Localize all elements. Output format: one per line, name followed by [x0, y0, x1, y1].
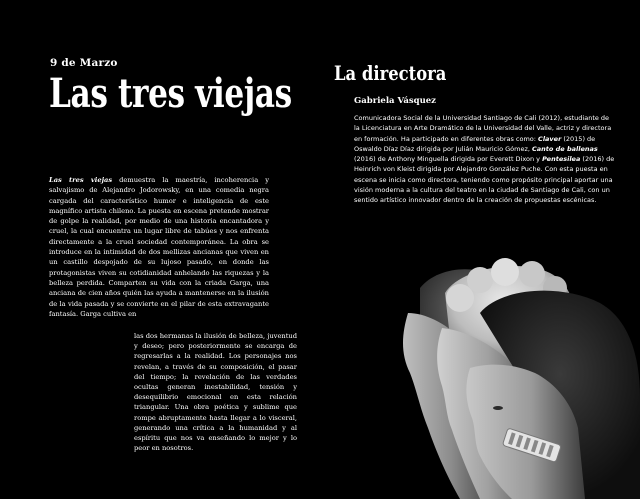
- director-section-title: La directora: [334, 61, 447, 85]
- synopsis-text-1: demuestra la maestría, incoherencia y salvajismo de Alejandro Jodorowsky, en una comedia negra cargada del característico humor e inteligencia de este magnífico artista chileno. La puesta en escena pretende mostrar de golpe la realidad, por medio de una historia encantadora y cruel, la cual encuentra un lugar libre de tabúes y nos enfrenta directamente a la cruel sociedad contemporánea. La obra se introduce en la intimidad de dos mellizas ancianas que viven en un castillo despojado de su lujoso pasado, en donde las protagonistas viven su cotidianidad anhelando las riquezas y la belleza perdida. Comparten su vida con la criada Garga, una anciana de cien años quién las ayuda a mantenerse en la ilusión de la vida pasada y se convierte en el pilar de esta extravagante fantasía. Garga cultiva en: [49, 176, 269, 318]
- three-women-profile-photo: [350, 258, 640, 499]
- bio-work-1: Claver: [538, 134, 562, 143]
- director-bio: [354, 113, 616, 206]
- bio-work-2: Canto de ballenas: [532, 144, 598, 153]
- synopsis-paragraph-2: las dos hermanas la ilusión de belleza, juventud y deseo; pero posteriormente se encarga de regresarlas a la realidad. Los personajes nos revelan, a través de su composición, el pasar del tiempo; la revelación de las verdades ocultas generan inestabilidad, tensión y desequilibrio emocional en esta relación triangular. Una obra poética y sublime que rompe abruptamente hasta llegar a lo visceral, generando una crítica a la humanidad y al espíritu que nos va enseñando lo mejor y lo peor en nosotros.: [134, 332, 297, 453]
- play-title: Las tres viejas: [49, 70, 292, 117]
- synopsis-paragraph-1: [49, 175, 269, 319]
- performance-date: 9 de Marzo: [50, 57, 118, 69]
- bio-text-1: Comunicadora Social de la Universidad Santiago de Cali (2012), estudiante de la Licenciatura en Arte Dramático de la Universidad del Valle, actriz y directora en formación. Ha participado en diferentes obras como:: [354, 114, 612, 143]
- director-name: Gabriela Vásquez: [354, 96, 436, 106]
- bio-work-3: Pentesilea: [542, 155, 581, 164]
- synopsis-play-title: Las tres viejas: [49, 176, 113, 184]
- bio-text-4: (2016) de Heinrich von Kleist dirigida por Alejandro González Puche. Con esta puesta en escena se inicia como directora, teniendo como propósito principal aportar una visión moderna a la cultura del teatro en la ciudad de Santiago de Cali, con un sentido artístico innovador dentro de la creación de propuestas escénicas.: [354, 155, 615, 205]
- bio-text-2: (2015) de Oswaldo Díaz Díaz dirigida por Julián Mauricio Gómez,: [354, 134, 596, 153]
- bio-text-3: (2016) de Anthony Minguella dirigida por Everett Dixon y: [354, 155, 543, 164]
